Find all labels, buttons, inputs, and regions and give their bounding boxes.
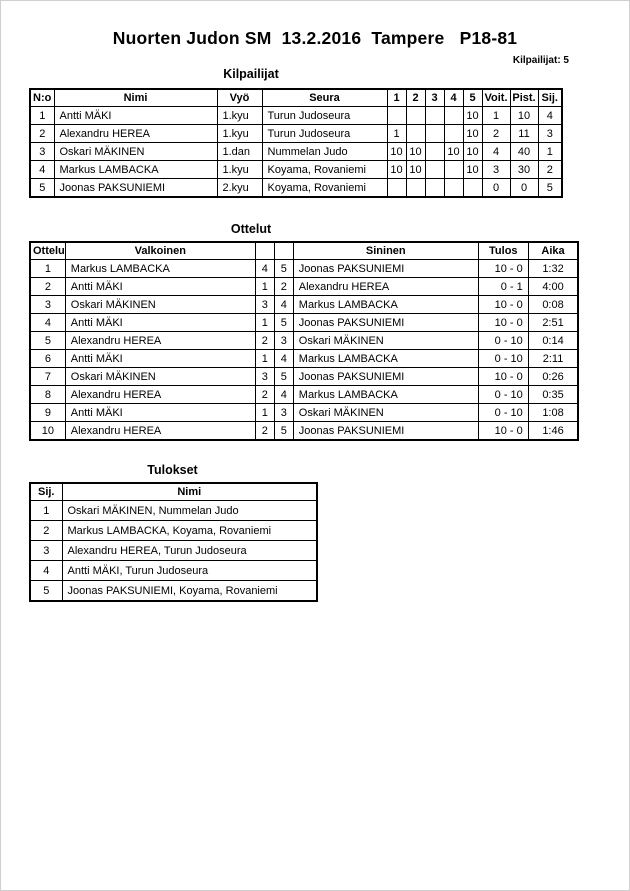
cell-blue-number: 5 [274,368,293,386]
cell-voit: 3 [482,161,510,179]
section-heading-ottelut: Ottelut [230,222,272,236]
cell-no: 1 [30,107,54,125]
cell-vs-3 [425,161,444,179]
cell-blue-number: 5 [274,314,293,332]
cell-blue-name: Oskari MÄKINEN [293,332,478,350]
cell-blue-name: Joonas PAKSUNIEMI [293,422,478,441]
cell-match-no: 8 [30,386,65,404]
cell-time: 0:26 [528,368,578,386]
col-header-valkoinen: Valkoinen [65,242,255,260]
cell-nimi: Antti MÄKI, Turun Judoseura [62,561,317,581]
cell-seura: Turun Judoseura [262,125,387,143]
cell-vs-5: 10 [463,107,482,125]
cell-vs-4 [444,107,463,125]
cell-sij: 1 [30,501,62,521]
cell-sij: 4 [30,561,62,581]
ottelut-header-row [30,242,578,260]
col-header-pist: Pist. [510,89,538,107]
cell-time: 1:32 [528,260,578,278]
cell-result: 0 - 10 [478,404,528,422]
cell-white-number: 1 [255,278,274,296]
cell-white-name: Antti MÄKI [65,314,255,332]
cell-nimi: Alexandru HEREA [54,125,217,143]
cell-blue-number: 5 [274,260,293,278]
cell-white-number: 3 [255,368,274,386]
col-header-1: 1 [387,89,406,107]
col-header-vyo: Vyö [217,89,262,107]
cell-result: 10 - 0 [478,296,528,314]
cell-white-number: 1 [255,314,274,332]
col-header-5: 5 [463,89,482,107]
cell-blue-number: 4 [274,350,293,368]
cell-no: 5 [30,179,54,198]
cell-blue-name: Joonas PAKSUNIEMI [293,368,478,386]
cell-vs-4 [444,179,463,198]
col-header-seura: Seura [262,89,387,107]
cell-time: 0:14 [528,332,578,350]
cell-voit: 2 [482,125,510,143]
cell-voit: 0 [482,179,510,198]
competitor-row [30,161,562,179]
cell-vs-2 [406,125,425,143]
ottelut-table [29,241,579,441]
cell-seura: Koyama, Rovaniemi [262,179,387,198]
section-heading-tulokset: Tulokset [147,463,198,477]
cell-vs-4: 10 [444,143,463,161]
cell-white-number: 1 [255,404,274,422]
cell-vs-2: 10 [406,161,425,179]
cell-white-number: 2 [255,386,274,404]
cell-blue-name: Joonas PAKSUNIEMI [293,260,478,278]
cell-vyo: 1.kyu [217,125,262,143]
cell-match-no: 5 [30,332,65,350]
cell-pist: 30 [510,161,538,179]
cell-vs-1: 10 [387,161,406,179]
cell-white-number: 3 [255,296,274,314]
cell-vyo: 1.dan [217,143,262,161]
col-header-white-number [255,242,274,260]
cell-white-name: Markus LAMBACKA [65,260,255,278]
cell-time: 0:08 [528,296,578,314]
match-row [30,314,578,332]
cell-blue-name: Joonas PAKSUNIEMI [293,314,478,332]
col-header-tulos: Tulos [478,242,528,260]
col-header-ottelu: Ottelu [30,242,65,260]
match-row [30,386,578,404]
cell-sij: 5 [538,179,562,198]
cell-vs-5 [463,179,482,198]
result-row [30,521,317,541]
cell-time: 4:00 [528,278,578,296]
cell-vs-4 [444,125,463,143]
col-header-sij: Sij. [30,483,62,501]
match-row [30,350,578,368]
kilpailijat-header-row [30,89,562,107]
cell-blue-name: Oskari MÄKINEN [293,404,478,422]
cell-vs-1: 1 [387,125,406,143]
col-header-voit: Voit. [482,89,510,107]
col-header-blue-number [274,242,293,260]
cell-nimi: Markus LAMBACKA [54,161,217,179]
cell-vs-1 [387,179,406,198]
cell-blue-name: Markus LAMBACKA [293,296,478,314]
col-header-nimi: Nimi [54,89,217,107]
cell-pist: 11 [510,125,538,143]
cell-time: 2:11 [528,350,578,368]
cell-match-no: 2 [30,278,65,296]
cell-result: 10 - 0 [478,314,528,332]
cell-nimi: Oskari MÄKINEN [54,143,217,161]
cell-vs-3 [425,143,444,161]
cell-match-no: 10 [30,422,65,441]
match-row [30,260,578,278]
cell-vs-5: 10 [463,143,482,161]
cell-vs-1 [387,107,406,125]
match-row [30,296,578,314]
cell-nimi: Antti MÄKI [54,107,217,125]
cell-white-name: Alexandru HEREA [65,422,255,441]
cell-match-no: 4 [30,314,65,332]
cell-vyo: 2.kyu [217,179,262,198]
cell-pist: 10 [510,107,538,125]
cell-time: 2:51 [528,314,578,332]
cell-sij: 2 [538,161,562,179]
cell-white-name: Oskari MÄKINEN [65,296,255,314]
col-header-3: 3 [425,89,444,107]
match-row [30,368,578,386]
cell-voit: 1 [482,107,510,125]
cell-sij: 3 [538,125,562,143]
match-row [30,404,578,422]
cell-vs-2 [406,179,425,198]
cell-white-number: 1 [255,350,274,368]
cell-vs-2: 10 [406,143,425,161]
competitor-row [30,107,562,125]
cell-pist: 40 [510,143,538,161]
cell-vs-3 [425,107,444,125]
cell-vs-5: 10 [463,161,482,179]
cell-white-number: 2 [255,422,274,441]
cell-blue-name: Markus LAMBACKA [293,386,478,404]
cell-sij: 4 [538,107,562,125]
cell-time: 1:46 [528,422,578,441]
cell-sij: 3 [30,541,62,561]
cell-nimi: Markus LAMBACKA, Koyama, Rovaniemi [62,521,317,541]
cell-white-number: 4 [255,260,274,278]
cell-no: 4 [30,161,54,179]
match-row [30,278,578,296]
cell-time: 1:08 [528,404,578,422]
cell-sij: 2 [30,521,62,541]
cell-blue-number: 3 [274,404,293,422]
col-header-4: 4 [444,89,463,107]
tulokset-table [29,482,318,602]
col-header-sij: Sij. [538,89,562,107]
cell-match-no: 6 [30,350,65,368]
result-row [30,561,317,581]
cell-sij: 5 [30,581,62,602]
cell-nimi: Alexandru HEREA, Turun Judoseura [62,541,317,561]
cell-no: 2 [30,125,54,143]
competitor-row [30,125,562,143]
competitors-count-label: Kilpailijat: 5 [512,55,569,66]
cell-white-name: Antti MÄKI [65,404,255,422]
competitor-row [30,179,562,198]
cell-result: 0 - 10 [478,332,528,350]
cell-white-name: Alexandru HEREA [65,332,255,350]
cell-vyo: 1.kyu [217,107,262,125]
cell-blue-number: 2 [274,278,293,296]
kilpailijat-table [29,88,563,198]
cell-time: 0:35 [528,386,578,404]
cell-blue-number: 3 [274,332,293,350]
cell-nimi: Joonas PAKSUNIEMI [54,179,217,198]
result-row [30,541,317,561]
cell-match-no: 7 [30,368,65,386]
cell-white-name: Antti MÄKI [65,350,255,368]
cell-seura: Nummelan Judo [262,143,387,161]
cell-nimi: Joonas PAKSUNIEMI, Koyama, Rovaniemi [62,581,317,602]
col-header-sininen: Sininen [293,242,478,260]
result-row [30,581,317,602]
competitor-row [30,143,562,161]
cell-blue-number: 4 [274,386,293,404]
cell-vs-3 [425,125,444,143]
cell-match-no: 3 [30,296,65,314]
col-header-aika: Aika [528,242,578,260]
cell-match-no: 9 [30,404,65,422]
cell-vs-2 [406,107,425,125]
cell-voit: 4 [482,143,510,161]
cell-no: 3 [30,143,54,161]
cell-nimi: Oskari MÄKINEN, Nummelan Judo [62,501,317,521]
section-heading-kilpailijat: Kilpailijat [223,67,279,81]
cell-white-name: Oskari MÄKINEN [65,368,255,386]
cell-result: 0 - 1 [478,278,528,296]
col-header-2: 2 [406,89,425,107]
cell-vyo: 1.kyu [217,161,262,179]
cell-blue-name: Markus LAMBACKA [293,350,478,368]
cell-result: 10 - 0 [478,422,528,441]
cell-blue-name: Alexandru HEREA [293,278,478,296]
col-header-nimi: Nimi [62,483,317,501]
cell-result: 0 - 10 [478,386,528,404]
cell-white-name: Antti MÄKI [65,278,255,296]
cell-match-no: 1 [30,260,65,278]
cell-blue-number: 5 [274,422,293,441]
cell-result: 0 - 10 [478,350,528,368]
cell-vs-3 [425,179,444,198]
match-row [30,422,578,441]
cell-vs-4 [444,161,463,179]
cell-pist: 0 [510,179,538,198]
cell-seura: Koyama, Rovaniemi [262,161,387,179]
cell-white-number: 2 [255,332,274,350]
cell-sij: 1 [538,143,562,161]
cell-result: 10 - 0 [478,260,528,278]
match-row [30,332,578,350]
cell-blue-number: 4 [274,296,293,314]
tulokset-header-row [30,483,317,501]
cell-result: 10 - 0 [478,368,528,386]
cell-vs-5: 10 [463,125,482,143]
document-title: Nuorten Judon SM 13.2.2016 Tampere P18-81 [112,28,518,48]
cell-white-name: Alexandru HEREA [65,386,255,404]
col-header-no: N:o [30,89,54,107]
cell-vs-1: 10 [387,143,406,161]
result-row [30,501,317,521]
cell-seura: Turun Judoseura [262,107,387,125]
